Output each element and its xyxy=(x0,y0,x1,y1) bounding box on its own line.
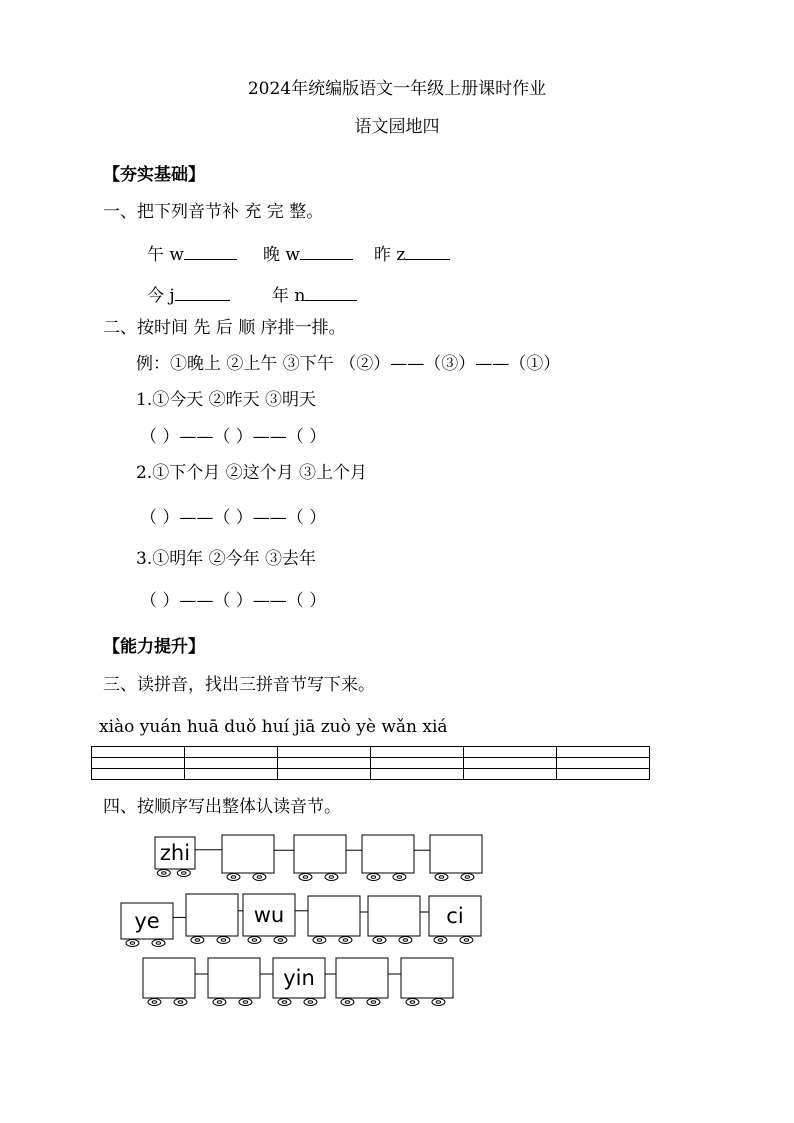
answer-grid xyxy=(91,746,650,780)
wheel xyxy=(177,870,190,877)
fill-item-char: 年 xyxy=(272,286,289,306)
grid-cell[interactable] xyxy=(92,758,185,769)
train-car[interactable] xyxy=(222,835,274,873)
question-3-title: 三、读拼音，找出三拼音节写下来。 xyxy=(103,675,375,695)
wheel xyxy=(367,999,380,1006)
wheel xyxy=(393,874,406,881)
grid-cell[interactable] xyxy=(464,758,557,769)
page-title: 2024年统编版语文一年级上册课时作业 xyxy=(247,79,547,99)
wheel xyxy=(435,874,448,881)
train-car[interactable] xyxy=(186,894,238,936)
train-car[interactable] xyxy=(336,958,388,998)
fill-item xyxy=(272,286,357,306)
train-car[interactable] xyxy=(308,896,360,936)
order-answer-row[interactable]: （ ）——（ ）——（ ） xyxy=(140,427,327,447)
wheel xyxy=(339,937,352,944)
train-car[interactable] xyxy=(430,835,482,873)
wheel xyxy=(432,999,445,1006)
train-car-label: wu xyxy=(253,903,285,927)
wheel xyxy=(157,870,170,877)
wheel xyxy=(399,937,412,944)
grid-cell[interactable] xyxy=(557,769,650,780)
order-options: 1.①今天 ②昨天 ③明天 xyxy=(136,390,317,410)
answer-blank[interactable] xyxy=(300,245,353,260)
fill-item-char: 午 xyxy=(147,245,164,265)
wheel xyxy=(304,999,317,1006)
order-answer-row[interactable]: （ ）——（ ）——（ ） xyxy=(140,508,327,528)
grid-cell[interactable] xyxy=(185,747,278,758)
train-car[interactable] xyxy=(401,958,453,998)
grid-cell[interactable] xyxy=(92,747,185,758)
wheel xyxy=(367,874,380,881)
train-car-label: ye xyxy=(134,909,160,933)
grid-cell[interactable] xyxy=(464,769,557,780)
fill-item-char: 今 xyxy=(147,286,164,306)
fill-item xyxy=(263,245,353,265)
page-subtitle: 语文园地四 xyxy=(354,117,440,137)
fill-item-initial: z xyxy=(396,245,406,265)
wheel xyxy=(213,999,226,1006)
grid-cell[interactable] xyxy=(278,747,371,758)
wheel xyxy=(126,940,139,947)
wheel xyxy=(373,937,386,944)
wheel xyxy=(274,937,287,944)
grid-cell[interactable] xyxy=(557,758,650,769)
fill-item xyxy=(147,245,237,265)
wheel xyxy=(248,937,261,944)
grid-cell[interactable] xyxy=(92,769,185,780)
train-car[interactable] xyxy=(362,835,414,873)
train-car[interactable] xyxy=(294,835,346,873)
fill-item-char: 晚 xyxy=(263,245,280,265)
answer-blank[interactable] xyxy=(405,245,450,260)
wheel xyxy=(434,937,447,944)
fill-item-char: 昨 xyxy=(374,245,391,265)
wheel xyxy=(227,874,240,881)
fill-item-initial: w xyxy=(285,245,300,265)
pinyin-list: xiào yuán huā duǒ huí jiā zuò yè wǎn xiá xyxy=(99,717,448,737)
wheel xyxy=(217,937,230,944)
wheel xyxy=(461,874,474,881)
section-advanced-heading: 【能力提升】 xyxy=(103,637,205,657)
answer-blank[interactable] xyxy=(305,286,357,301)
grid-cell[interactable] xyxy=(464,747,557,758)
grid-cell[interactable] xyxy=(185,769,278,780)
answer-blank[interactable] xyxy=(184,245,237,260)
wheel xyxy=(191,937,204,944)
train-diagram xyxy=(0,820,794,1020)
wheel xyxy=(299,874,312,881)
wheel xyxy=(253,874,266,881)
wheel xyxy=(239,999,252,1006)
wheel xyxy=(406,999,419,1006)
wheel xyxy=(341,999,354,1006)
wheel xyxy=(313,937,326,944)
grid-cell[interactable] xyxy=(371,769,464,780)
answer-blank[interactable] xyxy=(175,286,230,301)
wheel xyxy=(278,999,291,1006)
fill-item-initial: j xyxy=(169,286,175,306)
grid-cell[interactable] xyxy=(371,758,464,769)
order-options: 2.①下个月 ②这个月 ③上个月 xyxy=(136,463,368,483)
order-answer-row[interactable]: （ ）——（ ）——（ ） xyxy=(140,591,327,611)
order-options: 3.①明年 ②今年 ③去年 xyxy=(136,549,317,569)
wheel xyxy=(174,999,187,1006)
question-1-title: 一、把下列音节补 充 完 整。 xyxy=(103,202,324,222)
grid-cell[interactable] xyxy=(557,747,650,758)
wheel xyxy=(325,874,338,881)
wheel xyxy=(152,940,165,947)
question-2-title: 二、按时间 先 后 顺 序排一排。 xyxy=(103,318,346,338)
train-car-label: ci xyxy=(446,904,464,928)
grid-cell[interactable] xyxy=(185,758,278,769)
grid-cell[interactable] xyxy=(278,769,371,780)
fill-item xyxy=(374,245,450,265)
train-car[interactable] xyxy=(143,958,195,998)
fill-item xyxy=(147,286,230,306)
fill-item-initial: n xyxy=(294,286,306,306)
train-car[interactable] xyxy=(208,958,260,998)
train-car[interactable] xyxy=(368,896,420,936)
wheel xyxy=(460,937,473,944)
section-basic-heading: 【夯实基础】 xyxy=(103,165,205,185)
wheel xyxy=(148,999,161,1006)
train-car-label: yin xyxy=(283,966,315,990)
train-car-label: zhi xyxy=(159,841,191,865)
fill-item-initial: w xyxy=(169,245,184,265)
question-2-example: 例：①晚上 ②上午 ③下午 （②）——（③）——（①） xyxy=(136,354,561,374)
grid-cell[interactable] xyxy=(371,747,464,758)
grid-cell[interactable] xyxy=(278,758,371,769)
question-4-title: 四、按顺序写出整体认读音节。 xyxy=(103,797,341,817)
